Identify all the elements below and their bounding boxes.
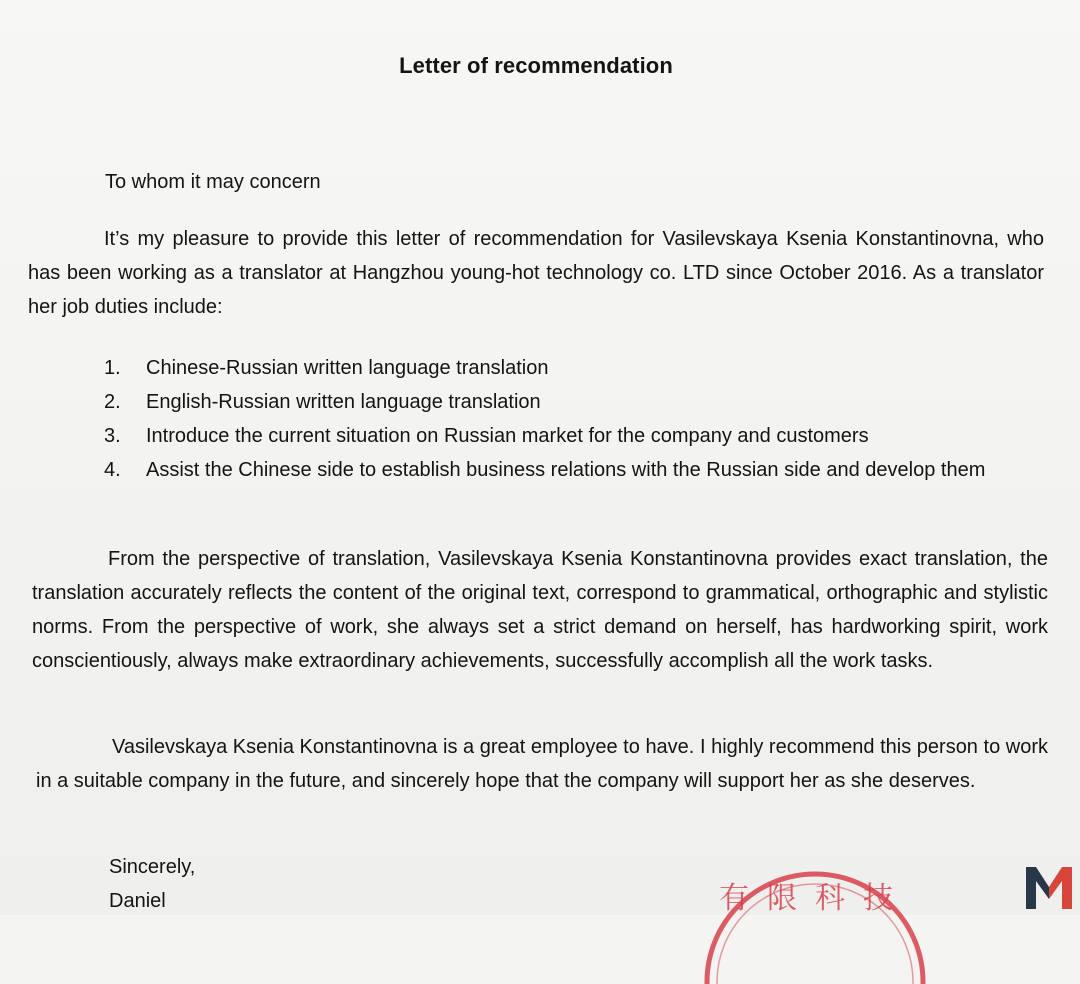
signer-name: Daniel (109, 890, 166, 912)
performance-paragraph: From the perspective of translation, Vasilevskaya Ksenia Konstantinovna provides exact translation, the translation accurately reflects the content of the original text, correspond to grammatical, orthographic and stylistic norms. From the perspective of work, she always set a strict demand on herself, has hardworking spirit, work conscientiously, always make extraordinary achievements, successfully accomplish all the work tasks. (32, 548, 1048, 672)
letter-title: Letter of recommendation (399, 53, 673, 78)
list-item (104, 351, 1048, 385)
m-logo-icon (1024, 865, 1074, 909)
intro-paragraph: It’s my pleasure to provide this letter of recommendation for Vasilevskaya Ksenia Konstantinovna, who has been working as a translator at Hangzhou young-hot technology co. LTD since October 2016. As a translator her job duties include: (28, 228, 1044, 318)
salutation: To whom it may concern (105, 171, 321, 193)
list-item-number: 2. (104, 391, 121, 413)
list-item-number: 1. (104, 357, 121, 379)
list-item (104, 419, 1048, 453)
closing-block (109, 850, 195, 918)
list-item (104, 385, 1048, 419)
list-item (104, 453, 1048, 487)
company-seal-icon (700, 864, 930, 984)
list-item-number: 3. (104, 425, 121, 447)
recommendation-paragraph: Vasilevskaya Ksenia Konstantinovna is a great employee to have. I highly recommend this person to work in a suitable company in the future, and sincerely hope that the company will support her as she deserves. (36, 736, 1048, 792)
list-item-text: English-Russian written language translation (146, 391, 541, 413)
list-item-number: 4. (104, 459, 121, 481)
svg-text:有限科技: 有限科技 (719, 881, 911, 916)
list-item-text: Assist the Chinese side to establish business relations with the Russian side and develop them (146, 459, 986, 481)
list-item-text: Introduce the current situation on Russian market for the company and customers (146, 425, 869, 447)
closing-text: Sincerely, (109, 856, 196, 878)
job-duties-list (104, 351, 1048, 487)
list-item-text: Chinese-Russian written language translation (146, 357, 549, 379)
